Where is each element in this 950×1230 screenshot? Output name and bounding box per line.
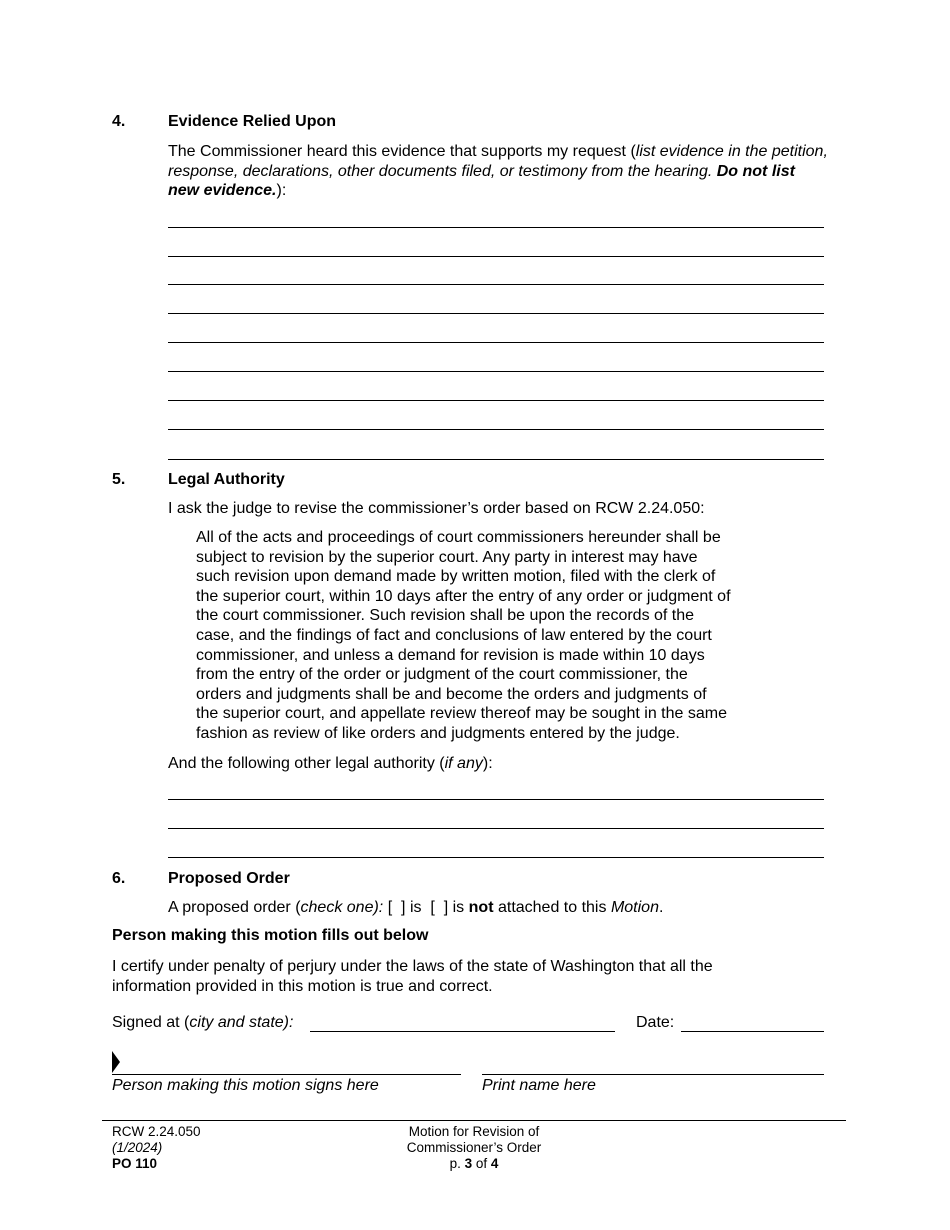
evidence-line	[168, 429, 824, 430]
signature-arrow-icon	[112, 1051, 121, 1073]
evidence-line	[168, 256, 824, 257]
footer-divider	[102, 1120, 846, 1121]
date-label: Date:	[636, 1014, 675, 1031]
form-number: PO 110	[112, 1156, 158, 1171]
attached-checkbox[interactable]: [ ]	[387, 899, 406, 916]
print-name-field[interactable]	[482, 1074, 824, 1075]
section-6-heading: Proposed Order	[168, 870, 290, 887]
date-field[interactable]	[681, 1031, 824, 1032]
evidence-line	[168, 284, 824, 285]
section-4-number: 4.	[112, 113, 126, 130]
authority-line	[168, 828, 824, 829]
section-5-intro: I ask the judge to revise the commissioner’s order based on RCW 2.24.050:	[168, 500, 705, 517]
proposed-order-line: A proposed order (check one): [ ] is [ ] is not attached to this Motion.	[168, 899, 664, 916]
signature-field[interactable]	[112, 1074, 461, 1075]
signed-at-label: Signed at (city and state):	[112, 1014, 294, 1031]
signature-caption: Person making this motion signs here	[112, 1077, 379, 1094]
evidence-line	[168, 459, 824, 460]
evidence-line	[168, 371, 824, 372]
other-authority-writing-area[interactable]	[168, 785, 824, 860]
print-name-caption: Print name here	[482, 1077, 596, 1094]
section-5-number: 5.	[112, 471, 126, 488]
section-4-heading: Evidence Relied Upon	[168, 113, 337, 130]
evidence-writing-area[interactable]	[168, 198, 824, 430]
section-4-instructions: The Commissioner heard this evidence that supports my request (list evidence in the petition, response, declarations, other documents filed, or testimony from the hearing. Do not list new evidence.):	[168, 143, 828, 199]
authority-line	[168, 799, 824, 800]
footer-left: RCW 2.24.050 (1/2024) PO 110	[112, 1124, 201, 1171]
signer-heading: Person making this motion fills out below	[112, 927, 429, 944]
evidence-line	[168, 227, 824, 228]
section-6-number: 6.	[112, 870, 126, 887]
other-authority-label: And the following other legal authority (if any):	[168, 755, 493, 772]
footer-center: Motion for Revision of Commissioner’s Order p. 3 of 4	[374, 1124, 574, 1172]
certification-statement: I certify under penalty of perjury under the laws of the state of Washington that all the information provided in this motion is true and correct.	[112, 958, 713, 995]
page-number: p. 3 of 4	[449, 1156, 499, 1171]
evidence-line	[168, 313, 824, 314]
rcw-quote: All of the acts and proceedings of court commissioners hereunder shall be subject to revision by the superior court. Any party in interest may have such revision upon demand made by written motion, filed with the clerk of the superior court, within 10 days after the entry of any order or judgment of the court commissioner. Such revision shall be upon the records of the case, and the findings of fact and conclusions of law entered by the court commissioner, and unless a demand for revision is made within 10 days from the entry of the order or judgment of the court commissioner, the orders and judgments shall be and become the orders and judgments of the superior court, and appellate review thereof may be sought in the same fashion as review of like orders and judgments entered by the judge.	[196, 529, 731, 742]
authority-line	[168, 857, 824, 858]
section-5-heading: Legal Authority	[168, 471, 285, 488]
evidence-line	[168, 400, 824, 401]
city-state-field[interactable]	[310, 1031, 615, 1032]
not-attached-checkbox[interactable]: [ ]	[430, 899, 449, 916]
evidence-line	[168, 342, 824, 343]
